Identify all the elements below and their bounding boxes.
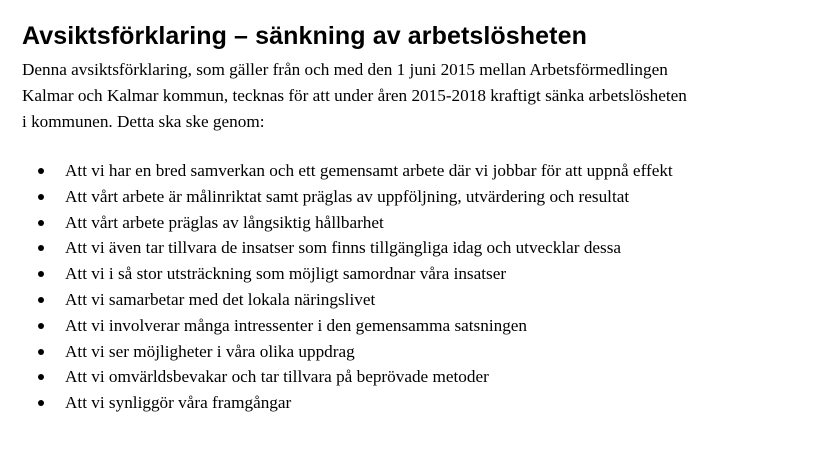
list-item [38,287,808,313]
intro-line: Denna avsiktsförklaring, som gäller från och med den 1 juni 2015 mellan Arbetsförmedlingen [22,60,668,79]
list-item-text: Att vi samarbetar med det lokala näringslivet [65,289,376,309]
bullet-icon [38,323,44,329]
list-item [38,261,808,287]
list-item [38,390,808,416]
list-item-text: Att vi omvärldsbevakar och tar tillvara på beprövade metoder [65,367,489,387]
bullet-icon [38,194,44,200]
document-page [22,20,822,135]
intro-paragraph [22,57,817,135]
bullet-icon [38,245,44,251]
list-item [38,364,808,390]
bullet-icon [38,349,44,355]
list-item [38,339,808,365]
list-item-text: Att vårt arbete är målinriktat samt präglas av uppföljning, utvärdering och resultat [65,186,630,206]
bullet-icon [38,220,44,226]
intro-line: i kommunen. Detta ska ske genom: [22,112,265,131]
list-item-text: Att vi synliggör våra framgångar [65,393,292,413]
list-item [38,235,808,261]
list-item [38,184,808,210]
list-item [38,313,808,339]
list-item-text: Att vi i så stor utsträckning som möjligt samordnar våra insatser [65,264,507,284]
bullet-icon [38,400,44,406]
list-item [38,210,808,236]
list-item-text: Att vi även tar tillvara de insatser som finns tillgängliga idag och utvecklar dessa [65,238,622,258]
bullet-icon [38,271,44,277]
list-item-text: Att vi involverar många intressenter i den gemensamma satsningen [65,315,528,335]
list-item [38,158,808,184]
list-item-text: Att vi har en bred samverkan och ett gemensamt arbete där vi jobbar för att uppnå effekt [65,161,673,180]
bullet-list [38,158,808,416]
intro-line: Kalmar och Kalmar kommun, tecknas för att under åren 2015-2018 kraftigt sänka arbetslösheten [22,86,687,105]
list-item-text: Att vårt arbete präglas av långsiktig hållbarhet [65,212,384,232]
bullet-icon [38,297,44,303]
document-heading: Avsiktsförklaring – sänkning av arbetslösheten [22,22,587,50]
bullet-icon [38,168,44,174]
list-item-text: Att vi ser möjligheter i våra olika uppdrag [65,341,355,361]
bullet-icon [38,374,44,380]
